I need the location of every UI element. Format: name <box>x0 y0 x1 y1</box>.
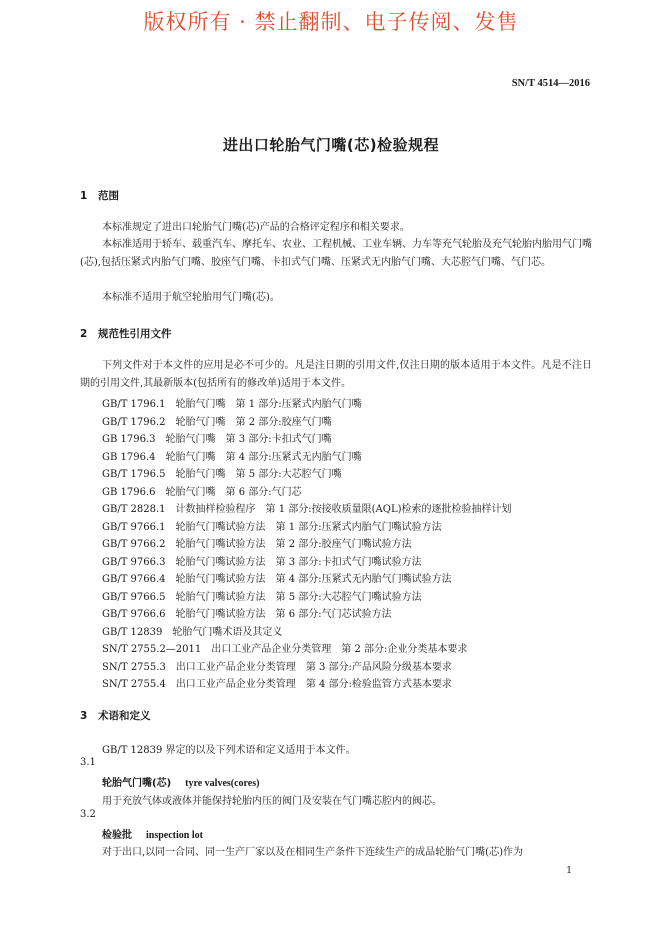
reference-title: 轮胎气门嘴试验方法 <box>175 556 266 568</box>
term-english: inspection lot <box>146 830 203 841</box>
reference-code: GB/T 9766.1 <box>102 521 166 533</box>
reference-part: 第 1 部分:压紧式内胎气门嘴试验方法 <box>275 521 442 533</box>
reference-item <box>102 465 342 480</box>
reference-code: GB/T 9766.6 <box>102 609 166 620</box>
reference-part: 第 1 部分:压紧式内胎气门嘴 <box>235 399 362 410</box>
page-number: 1 <box>566 866 572 876</box>
reference-code: GB/T 9766.5 <box>102 591 166 603</box>
term-heading <box>102 826 203 841</box>
reference-part: 第 4 部分:检验监管方式基本要求 <box>305 679 452 690</box>
reference-code: SN/T 2755.2—2011 <box>102 644 202 655</box>
reference-item <box>102 675 452 690</box>
section-2-heading <box>80 326 172 341</box>
term-english: tyre valves(cores) <box>185 778 260 789</box>
reference-code: GB/T 2828.1 <box>102 504 166 515</box>
reference-item <box>102 623 282 638</box>
term-definition: 用于充放气体或液体并能保持轮胎内压的阀门及安装在气门嘴芯腔内的阀芯。 <box>102 796 442 807</box>
reference-title: 轮胎气门嘴 <box>175 416 226 428</box>
reference-code: GB/T 9766.3 <box>102 556 166 568</box>
reference-part: 第 1 部分:按接收质量限(AQL)检索的逐批检验抽样计划 <box>265 504 512 515</box>
reference-item <box>102 570 452 585</box>
reference-item <box>102 448 362 463</box>
section-title: 规范性引用文件 <box>98 328 172 340</box>
reference-item <box>102 483 302 498</box>
paragraph: GB/T 12839 界定的以及下列术语和定义适用于本文件。 <box>102 745 356 756</box>
reference-part: 第 2 部分:胶座气门嘴 <box>235 416 332 428</box>
reference-part: 第 3 部分:产品风险分级基本要求 <box>305 661 452 673</box>
reference-part: 第 5 部分:大芯腔气门嘴 <box>235 469 342 480</box>
reference-title: 轮胎气门嘴 <box>165 486 216 498</box>
reference-part: 第 4 部分:压紧式无内胎气门嘴试验方法 <box>275 574 452 585</box>
paragraph: 本标准规定了进出口轮胎气门嘴(芯)产品的合格评定程序和相关要求。 <box>102 222 410 233</box>
reference-title: 轮胎气门嘴 <box>175 469 226 480</box>
reference-title: 出口工业产品企业分类管理 <box>211 644 332 655</box>
reference-code: GB 1796.6 <box>102 486 156 498</box>
reference-title: 轮胎气门嘴试验方法 <box>175 539 266 550</box>
reference-code: GB 1796.3 <box>102 434 156 445</box>
reference-code: SN/T 2755.4 <box>102 679 166 690</box>
term-number: 3.2 <box>80 809 96 820</box>
reference-code: GB/T 1796.2 <box>102 416 166 428</box>
paragraph: 本标准不适用于航空轮胎用气门嘴(芯)。 <box>102 292 280 303</box>
reference-part: 第 2 部分:胶座气门嘴试验方法 <box>275 539 412 550</box>
section-title: 术语和定义 <box>98 710 151 722</box>
reference-code: GB/T 12839 <box>102 626 163 638</box>
reference-title: 轮胎气门嘴试验方法 <box>175 574 266 585</box>
reference-item <box>102 605 392 620</box>
reference-title: 轮胎气门嘴术语及其定义 <box>172 626 283 638</box>
section-1-heading <box>80 188 119 203</box>
section-3-heading <box>80 708 151 723</box>
reference-code: GB/T 1796.1 <box>102 399 166 410</box>
reference-part: 第 2 部分:企业分类基本要求 <box>341 644 468 655</box>
reference-part: 第 3 部分:卡扣式气门嘴试验方法 <box>275 556 422 568</box>
reference-part: 第 6 部分:气门芯试验方法 <box>275 609 392 620</box>
reference-item <box>102 658 452 673</box>
reference-part: 第 4 部分:压紧式无内胎气门嘴 <box>225 451 362 463</box>
reference-item <box>102 430 332 445</box>
term-definition: 对于出口,以同一合同、同一生产厂家以及在相同生产条件下连续生产的成品轮胎气门嘴(芯)作为 <box>102 847 523 858</box>
reference-item <box>102 640 467 655</box>
document-title: 进出口轮胎气门嘴(芯)检验规程 <box>222 136 440 154</box>
term-chinese: 检验批 <box>102 830 132 841</box>
reference-code: GB/T 1796.5 <box>102 469 166 480</box>
reference-title: 出口工业产品企业分类管理 <box>175 661 296 673</box>
term-heading <box>102 774 259 789</box>
reference-code: GB/T 9766.2 <box>102 539 166 550</box>
term-number: 3.1 <box>80 757 96 768</box>
reference-part: 第 5 部分:大芯腔气门嘴试验方法 <box>275 591 422 603</box>
reference-title: 计数抽样检验程序 <box>175 504 256 515</box>
paragraph: 本标准适用于轿车、载重汽车、摩托车、农业、工程机械、工业车辆、力车等充气轮胎及充气轮胎内胎用气门嘴(芯),包括压紧式内胎气门嘴、胶座气门嘴、卡扣式气门嘴、压紧式无内胎气门嘴、大芯腔气门嘴、气门芯。 <box>80 239 592 268</box>
section-number: 1 <box>80 190 88 202</box>
section-title: 范围 <box>98 190 119 202</box>
reference-item <box>102 518 442 533</box>
reference-title: 轮胎气门嘴 <box>165 451 216 463</box>
reference-title: 轮胎气门嘴试验方法 <box>175 591 266 603</box>
reference-item <box>102 500 512 515</box>
reference-title: 轮胎气门嘴试验方法 <box>175 521 266 533</box>
reference-part: 第 3 部分:卡扣式气门嘴 <box>225 434 332 445</box>
reference-code: SN/T 2755.3 <box>102 661 166 673</box>
reference-item <box>102 413 332 428</box>
reference-code: GB/T 9766.4 <box>102 574 166 585</box>
reference-title: 出口工业产品企业分类管理 <box>175 679 296 690</box>
reference-item <box>102 588 422 603</box>
reference-part: 第 6 部分:气门芯 <box>225 486 302 498</box>
term-chinese: 轮胎气门嘴(芯) <box>102 778 172 789</box>
section-number: 3 <box>80 710 88 722</box>
reference-title: 轮胎气门嘴 <box>175 399 226 410</box>
reference-item <box>102 535 412 550</box>
section-number: 2 <box>80 328 88 340</box>
reference-title: 轮胎气门嘴试验方法 <box>175 609 266 620</box>
reference-title: 轮胎气门嘴 <box>165 434 216 445</box>
reference-code: GB 1796.4 <box>102 451 156 463</box>
reference-item <box>102 395 362 410</box>
reference-item <box>102 553 422 568</box>
watermark: 版权所有 · 禁止翻制、电子传阅、发售 <box>143 10 519 34</box>
document-number: SN/T 4514—2016 <box>511 78 590 89</box>
paragraph: 下列文件对于本文件的应用是必不可少的。凡是注日期的引用文件,仅注日期的版本适用于本文件。凡是不注日期的引用文件,其最新版本(包括所有的修改单)适用于本文件。 <box>80 360 592 389</box>
